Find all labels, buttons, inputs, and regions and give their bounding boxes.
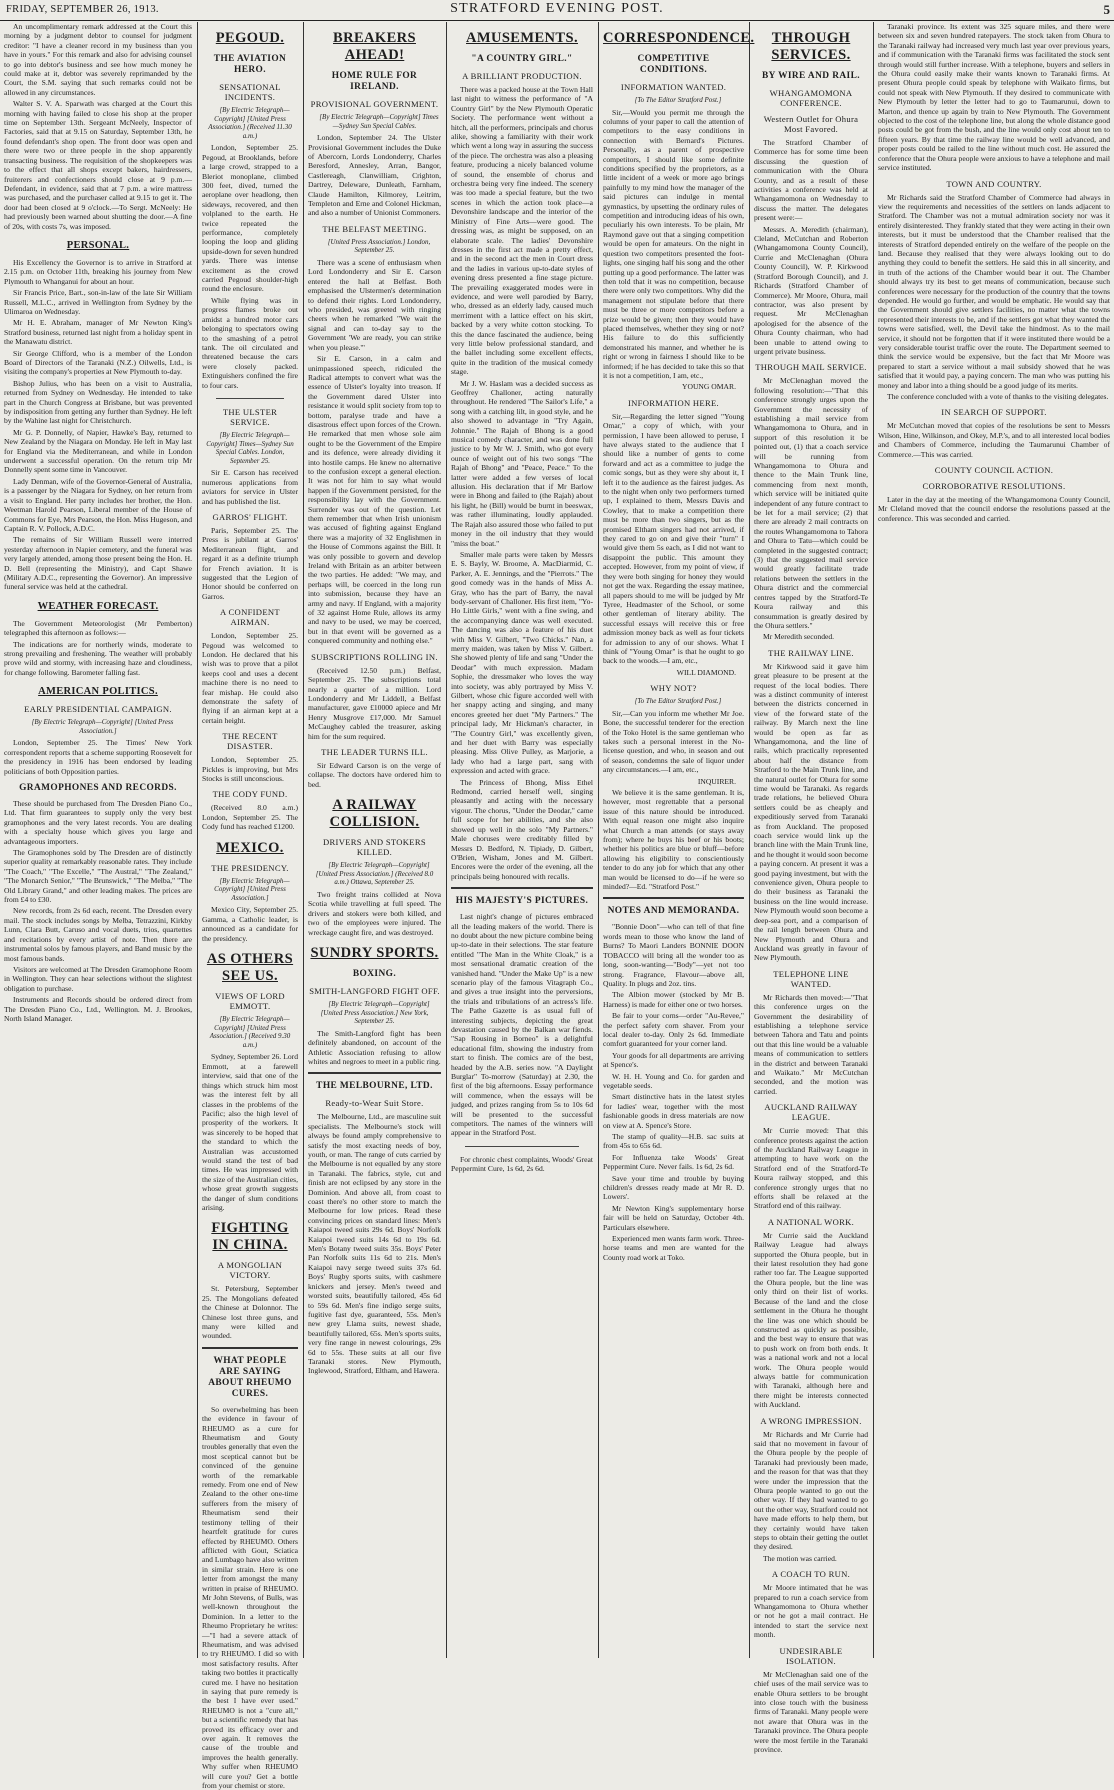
article-paragraph: Sir E. Carson has received numerous applications from aviators for service in Ulster and has published the list. (202, 468, 298, 506)
section-heading: PERSONAL. (66, 239, 130, 251)
article-paragraph: Mr Richards said the Stratford Chamber of Commerce had always in view the requirements and necessities of the settlers on lands adjacent to Stratford. The Chamber was not a mutual admiration society nor was it entirely disinterested. They frankly stated that they were acting in their own interests, but it must be understood that the Chamber realised that the interests of Stratford depended entirely on the welfare of the people on the land. Because they realised that they were always looking out to do anything they could to benefit the settlers. He said this in all sincerity, and in truth of the actions of the Chamber would bear it out. The Chamber should always try its best to get means of communication, because such conferences were necessary for the production of the country that the towns depended. He would go further, and would be emphatic. He would say that the Government should give settlers facilities, no matter what the towns represented their interests to be, and if the settlers got what they wanted the towns were satisfied, well, the Devil take the hindmost. As to the mail service, it should not be forgotten that if it were instituted there would be a very considerable tourist traffic over the route. The Department seemed to think the service would be expensive, but the fact that Mr Moore was prepared to start a service without a mail subsidy showed that he was satisfied that it would pay, a paying concern. The man who was putting his money and labor into a thing should be a good judge of its merits. (878, 192, 1110, 390)
article-subheading: NOTES AND MEMORANDA. (607, 906, 740, 917)
letter-signature: WILL DIAMOND. (676, 667, 736, 677)
article-paragraph: Mr J. W. Haslam was a decided success as Geoffrey Challoner, acting naturally throughout. He rendered "The Sailor's Life," a song with a catching lilt, in good style, and he also showed to advantage in "Try Again, Johnnie." The Rajah of Bhong is a good musical comedy character, and was done full justice to by Mr W. J. Smith, who got every ounce of weight out of his two songs "The Rajah of Bhong" and "Peace, Peace." To the latter were added a few verses of local allusion. His declaration that if Mr Barlow were in Bhong and failed to (the Rajah) about his light, he (Bill) would be burnt in beeswax, was rather illuminating, loudly applauded. The Rajah also assured those who failed to put money in the oil industry that they would "miss the boat." (451, 378, 593, 548)
article-subheading: GRAMOPHONES AND RECORDS. (19, 783, 177, 793)
newspaper-title: STRATFORD EVENING POST. (450, 1, 664, 16)
article-section-heading: CORROBORATIVE RESOLUTIONS. (922, 481, 1066, 492)
article-paragraph: Mexico City, September 25. Gamma, a Catholic leader, is announced as a candidate for the presidency. (202, 905, 298, 943)
article-divider (216, 398, 284, 399)
article-section-heading: A WRONG IMPRESSION. (760, 1415, 862, 1426)
article-paragraph: Sir George Clifford, who is a member of the London Board of Directors of the Taranaki (N.Z.) Oilwells, Ltd., is visiting the company's properties at New Plymouth to-day. (4, 348, 192, 377)
article-paragraph: An uncomplimentary remark addressed at the Court this morning by a judgment debtor to counsel for judgment creditor: "I have a cleaner record in my business than you have in yours." For this remark and also for advising counsel to go into debtor's business and see how much money he could make at it, debtor was severely reprimanded by the Court, the S.M. saying that such remarks could not be allowed in any circumstances. (4, 22, 192, 97)
article-paragraph: Mr Kirkwood said it gave him great pleasure to be present at the request of the local bodies. There was a distinct community of interest between the districts concerned in view of the forward state of the railway. By March next the line would be open as far as Whangamomona, and the line of rails, which practically represented about half the distance from Stratford to the Main Trunk line, and the natural outlet for Ohura for some time would be Taranaki. As regards trade relations, he believed Ohura settlers could be as cheaply and expeditiously served from Taranaki as from Auckland. The proposed coach service would link up the branch line with the Main Trunk line, and he thought it would soon become a paying concern. At present it was a good paying investment, but with the convenience given, Ohura people to do their business as Taranaki the business on the line would increase. New Plymouth would soon become a deep-sea port, and a comparison of the rail length between Ohura and New Plymouth and Ohura and Auckland was greatly in favour of New Plymouth. (754, 661, 868, 963)
article-paragraph: The Albion mower (stocked by Mr B. Harness) is made for either one or two horses. (603, 990, 744, 1009)
wire-credit: [By Electric Telegraph—Copyright] [United Press Association.] (Received 11.30 a.m.) (208, 106, 292, 140)
article-paragraph: Your goods for all departments are arriving at Spence's. (603, 1050, 744, 1070)
column-pegoud (198, 22, 302, 1790)
article-paragraph: Save your time and trouble by buying children's dresses ready made at Mr R. D. Lowers'. (603, 1173, 744, 1202)
article-section-heading: TOWN AND COUNTRY. (946, 178, 1042, 189)
article-paragraph: The Stratford Chamber of Commerce has for some time been discussing the question of communication with the Ohura County, and as a result of these activities a conference was held at Whangamomona on Wednesday to discuss the matter. The delegates present were:— (754, 138, 868, 223)
article-paragraph: We believe it is the same gentleman. It is, however, most regrettable that a personal issue of this nature should be introduced. With equal reason one might also inquire what Church a man attends (or stays away from); where he buys his beef or his boots; whether his politics are blue or bluff—before allowing his eligibility to conscientiously tender to do any job for which that any other man would be licensed to do—if he were so minded?—Ed. "Stratford Post." (603, 788, 744, 892)
article-section-heading: VIEWS OF LORD EMMOTT. (215, 991, 285, 1012)
article-paragraph: So overwhelming has been the evidence in favour of RHEUMO as a cure for Rheumatism and Gouty troubles generally that even the most sceptical cannot but be convinced of the genuine worth of the remarkable remedy. From one end of New Zealand to the other one-time sufferers from the misery of Rheumatism send their testimony telling of their heartfelt gratitude for cures effected by RHEUMO. Others afflicted with Gout, Sciatica and Lumbago have also written in similar strain. Here is one letter from amongst the many written in praise of RHEUMO. Mr John Stevens, of Bulls, was well-known throughout the Dominion. In a letter to the Rheumo Proprietary he writes:—"I had a severe attack of Rheumatism, and was advised to try RHEUMO. I did so with most satisfactory results. After taking two bottles it practically cured me. I have no hesitation in saying that pure remedy is the best I have ever used." RHEUMO is not a "cure all," but a scientific remedy that has proved its efficacy over and over again. It removes the cause of the trouble and improves the health generally. Why suffer when RHEUMO will cure you? Get a bottle from your chemist or store. (202, 1404, 298, 1790)
article-divider (465, 1146, 579, 1147)
article-paragraph: Mr Currie moved: That this conference protests against the action of the Auckland Railway League in attempting to have work on the Stratford end of the Stratford-Te Koura railway stopped, and this conference strongly urges that no efforts shall be relaxed at the Stratford end of this railway. (754, 1126, 868, 1211)
article-paragraph: Walter S. V. A. Sparwath was charged at the Court this morning with having failed to close his shop at the proper time on September 13th. Sergeant McNeely, Inspector of Factories, said that at 9.15 on Saturday, September 13th, he found defendant's shop open. The front door was open and there were two or three people in the shop apparently transacting business. The requisition of the shopkeepers was to the effect that all shops except bakers, hairdressers, fruiterers and confectioners should close at 9 p.m.—Defendant, in evidence, said that at 7 p.m. a wire mattress was purchased, and the purchaser called at 9.15 to get it. The door had been closed at 9 o'clock.—To Sergt. McNeely: He had previously been warned about shutting the door.—A fine of 20s, with costs 7s, was imposed. (4, 99, 192, 231)
article-paragraph: His Excellency the Governor is to arrive in Stratford at 2.15 p.m. on October 11th, breaking his journey from New Plymouth to Whanganui for about an hour. (4, 257, 192, 286)
article-section-heading: WHY NOT? (650, 683, 697, 694)
article-section-heading: A MONGOLIAN VICTORY. (217, 1260, 283, 1281)
article-subheading: COMPETITIVE CONDITIONS. (637, 54, 710, 75)
article-paragraph: "Bonnie Doon"—who can tell of that fine words mean to those who know the land of Burns? To Maori Landers BONNIE DOON TOBACCO will bring all the wonder too as long, soon-wanting—"Body"—yet not too strong. Fragrance, Flavour—above all, Quality. In plugs and 2oz. tins. (603, 922, 744, 988)
article-headline: AS OTHERS SEE US. (206, 951, 294, 985)
article-paragraph: Instruments and Records should be ordered direct from The Dresden Piano Co., Ltd., Wellington. M. J. Brookes, North Island Manager. (4, 995, 192, 1023)
article-paragraph: London, September 25. Pickles is improving, but Mrs Stocks is still unconscious. (202, 755, 298, 784)
article-section-heading: TELEPHONE LINE WANTED. (773, 968, 849, 989)
article-paragraph: Taranaki province. Its extent was 325 square miles, and there were between six and seven hundred ratepayers. The stock taken from Ohura to the Taranaki railway had increased very much last year over previous years, and if communication with the Taranaki firms was facilitated the stock sent through would still further increase. With a telephone, buyers and sellers in the Ohura could easily make their wants known to Taranaki firms. At present Ohura people could speak by telephone with Waikato firms, but could not speak with New Plymouth. If they desired to communicate with New Plymouth by letter the letter had to go to Taumarunui, down to Marton, and thence up again by train to New Plymouth. The Government objected to the cost of the telephone line, but along the whole distance good posts could be got from the bush, and the line would only cost about ten to fifteen years. By that time the railway line would be well advanced, and proper posts could be railed to the line without much cost. He assured the conference that the Ohura people were anxious to have a telephone and mail service instituted. (878, 22, 1110, 173)
article-paragraph: The Gramophones sold by The Dresden are of distinctly superior quality at remarkably reasonable rates. They include "The Coach," "The Excelle," "The Austral," "The Zealand," "The Monarch Senior," "The Brunswick," "The Melba," "The Old Library Grand," and other leading makes. The prices are from £4 to £30. (4, 848, 192, 905)
article-section-heading: INFORMATION WANTED. (620, 82, 727, 92)
article-section-heading: PROVISIONAL GOVERNMENT. (310, 99, 439, 109)
article-paragraph: New records, from 2s 6d each, recent. The Dresden every mail. The stock includes songs by Melba, Tetrazzini, Kirkby Lunn, Clara Butt, Caruso and vocal duets, trios, quartettes and recitations by every artist of note. Then there are instrumental solos by famous players, and Band music by the most famous bands. (4, 906, 192, 963)
article-section-heading: A COACH TO RUN. (771, 1569, 851, 1580)
article-paragraph: Messrs. A. Meredith (chairman), Cleland, McCutchan and Roberton (Whangamomona County Council), Currie and McClenaghan (Ohura County Council), W. P. Kirkwood (Stratford Borough Council), and J. Richards (Stratford Chamber of Commerce). Mr Moore, Ohura, mail contractor, was also present by request. Mr McClenaghan apologised for the absence of the Ohura County chairman, who had been unable to attend owing to urgent private business. (754, 224, 868, 356)
article-paragraph: Be fair to your corns—order "Au-Revee," the perfect safety corn shaver. From your local dealer to-day. Only 2s 6d. Immediate comfort guaranteed for your corner land. (603, 1011, 744, 1049)
article-section-heading: SENSATIONAL INCIDENTS. (219, 82, 281, 102)
article-section-heading: THE LEADER TURNS ILL. (321, 746, 428, 757)
article-headline: BREAKERS AHEAD! (333, 30, 416, 63)
article-paragraph: Mr Newton King's supplementary horse fair will be held on Saturday, October 4th. Particulars elsewhere. (603, 1203, 744, 1232)
article-section-heading: SUBSCRIPTIONS ROLLING IN. (311, 651, 438, 662)
letter-signature: INQUIRER. (697, 776, 736, 786)
article-paragraph: The Melbourne, Ltd., are masculine suit specialists. The Melbourne's stock will always be found amply comprehensive to satisfy the most exacting needs of boy, youth, or man. The range of cuts carried by the Melbourne is not equalled by any store in Taranaki. The fabrics, style, cut and finish are not eclipsed by any store in the Dominion. And above all, from coast to coast there's no other store to match the Melbourne for low prices. Read these convincing prices on standard lines: Men's Kaiapoi tweed suits 29s 6d. Boys' Norfolk Kaiapoi tweed suits 14s 6d to 19s 6d. Men's Botany tweed suits 35s. Boys' Peter Pan Norfolk suits 11s 6d to 21s. Men's Kaiapoi navy serge tweed suits 37s 6d. Boys' Rugby sports suits, with cashmere knickers and jersey. Men's tweed and worsted suits, beautifully tailored, 45s 6d to 59s 6d. Men's fine indigo serge suits, fugitive fast dye, guaranteed, 55s. Men's new grey Llama suits, newest shade, beautifully tailored, 65s. Men's sports suits, very fine range in newest colourings, 29s 6d to 55s. These suits at all our five Taranaki stores. New Plymouth, Inglewood, Stratford, Eltham, and Hawera. (308, 1112, 441, 1376)
article-section-heading: Ready-to-Wear Suit Store. (325, 1098, 424, 1109)
article-paragraph: The Government Meteorologist (Mr Pemberton) telegraphed this afternoon as follows:— (4, 618, 192, 638)
article-paragraph: Lady Denman, wife of the Governor-General of Australia, is a passenger by the Niagara for Sydney, on her return from a visit to England. Her party includes her brother, the Hon. Weetman Harold Pearson, Liberal member of the House of Commons for Eye, Mrs Pearson, the Hon. Miss Hugeson, and Captain R. V. Pollock, A.D.C. (4, 476, 192, 533)
article-paragraph: Bishop Julius, who has been on a visit to Australia, returned from Sydney on Wednesday. He intended to take part in the Church Congress at Brisbane, but was prevented by indisposition from getting any further than Sydney. He left by the Wahine last night for Christchurch. (4, 378, 192, 426)
article-subheading: THE MELBOURNE, LTD. (316, 1081, 433, 1092)
article-paragraph: (Received 8.0 a.m.) London, September 25. The Cody fund has reached £1200. (202, 803, 298, 832)
wire-credit: [To The Editor Stratford Post.] (634, 96, 722, 104)
page-number: 5 (1103, 2, 1110, 17)
article-subheading: THE AVIATION HERO. (213, 54, 287, 75)
article-headline: CORRESPONDENCE. (603, 30, 755, 46)
article-section-heading: THE RECENT DISASTER. (222, 731, 278, 752)
article-divider (451, 887, 593, 889)
article-paragraph: London, September 24. The Ulster Provisional Government includes the Duke of Abercorn, Lords Londonderry, Charles Beresford, Annesley, Arran, Bangor, Castlereagh, Clanwilliam, Crighton, Dartrey, Deleware, Dunleath, Farnham, Claude Hamilton, Kilmorey, Leitrim, Templeton and Erne and Colonel Hickman, and also a number of Unionist Commoners. (308, 133, 441, 218)
article-paragraph: Smart distinctive hats in the latest styles for ladies' wear, together with the most fashionable goods in dress materials are now on view at A. Spence's Store. (603, 1092, 744, 1130)
wire-credit: [By Electric Telegraph—Copyright] Times—Sydney Sun Special Cables. London, September 25. (206, 430, 294, 465)
article-section-heading: A BRILLIANT PRODUCTION. (462, 71, 582, 81)
article-subheading: BY WIRE AND RAIL. (762, 71, 860, 81)
article-paragraph: London, September 25. The Times' New York correspondent reports that a scheme supporting Roosevelt for the presidency in 1916 has been endorsed by leading politicians of both Opposition parties. (4, 738, 192, 776)
article-subheading: HOME RULE FOR IRELAND. (331, 71, 418, 92)
article-paragraph: Mr H. E. Abraham, manager of Mr Newton King's Stratford business, returned last night from a holiday spent in the Manawatu district. (4, 318, 192, 347)
article-paragraph: Sir,—Regarding the letter signed "Young Omar," a copy of which, with your permission, I have been allowed to peruse, I have always stated to the audience that I should like a number of gents to come forward and act as a committee to judge the comic songs, but as they were shy about it, I left it to the audience as the fairest judges. As to the night when only two performers turned up, I explained to them, Messrs Davis and Cowley, that to make a competition there must be more than two singers, but as the promised Eltham singers had not arrived, if they cared to go on and give their "turn" I would give them 5s each, as I did not want to disappoint the public. This amount they accepted. However, from my point of view, if they were both singing for honey they would not get the wax. Regarding the essay matinee, all papers should to me will be judged by Mr Tyree, Headmaster of the School, or some other gentleman of literary ability. The successful essays will receive this or free admission money back as well as four tickets for admission to any of our shows. What I think of "Young Omar" is that he ought to go back to the woods.—I am, etc., (603, 411, 744, 666)
wire-credit: [To The Editor Stratford Post.] (634, 697, 722, 706)
column-town-and-country (874, 22, 1114, 1658)
wire-credit: [United Press Association.] London, September 25. (327, 237, 431, 255)
article-paragraph: The Princess of Bhong, Miss Ethel Redmond, carried herself well, singing pleasantly and acting with the necessary vigour. The chorus, "Under the Deodar," came full scope for her abilities, and she also showed up well in the solo "My Partners." Male choruses were creditably filled by Messrs D. Bedford, N. Tipiady, D. Gilbert, O'Brien, Wisham, Jones and M. Gilbert. Encores were the order of the evening, all the principals being honoured with recalls. (451, 777, 593, 881)
letter-signature: YOUNG OMAR. (681, 382, 736, 392)
wire-credit: [By Electric Telegraph—Copyright] [United Press Association.] (Received 9.30 a.m.) (209, 1015, 291, 1049)
article-paragraph: Sir Edward Carson is on the verge of collapse. The doctors have ordered him to bed. (308, 760, 441, 789)
wire-credit: [By Electric Telegraph—Copyright] [United Press Association.] (Received 8.0 a.m.) Ottawa, September 25. (315, 861, 434, 887)
article-headline: A RAILWAY COLLISION. (329, 797, 420, 831)
article-section-heading: THE PRESIDENCY. (211, 862, 289, 873)
article-divider (603, 897, 744, 899)
article-paragraph: Mr Moore intimated that he was prepared to run a coach service from Whangamomona to Ohura whether or not he got a mail contract. He intended to start the service next month. (754, 1583, 868, 1640)
article-paragraph: Mr Richards and Mr Currie had said that no movement in favour of the Ohura people by the people of Taranaki had previously been made, and the reason for that was that they were under the impression that the Ohura people wanted to go out the other way. If they had wanted to go out the other way, Stratford could not have made efforts to help them, but they certainly would have taken steps to obtain their getting the outlet they desired. (754, 1429, 868, 1552)
article-paragraph: Visitors are welcomed at The Dresden Gramophone Room in Wellington. They can hear selections without the slightest obligation to purchase. (4, 964, 192, 993)
article-section-heading: COUNTY COUNCIL ACTION. (934, 465, 1054, 476)
wire-credit: [By Electric Telegraph—Copyright] [United Press Association.] (31, 718, 174, 735)
article-paragraph: For chronic chest complaints, Woods' Great Peppermint Cure, 1s 6d, 2s 6d. (451, 1154, 593, 1174)
article-paragraph: For Influenza take Woods' Great Peppermint Cure. Never fails. 1s 6d, 2s 6d. (603, 1152, 744, 1172)
article-paragraph: The stamp of quality—H.B. sac suits at from 45s to 65s 6d. (603, 1132, 744, 1151)
article-section-heading: THE BELFAST MEETING. (322, 223, 427, 234)
article-section-heading: IN SEARCH OF SUPPORT. (941, 407, 1047, 418)
article-paragraph: The Smith-Langford fight has been definitely abandoned, on account of the Athletic Association refusing to allow whites and negroes to meet in a public ring. (308, 1028, 441, 1066)
article-headline: THROUGH SERVICES. (771, 30, 851, 63)
article-headline: MEXICO. (216, 839, 284, 856)
column-correspondence (599, 22, 755, 1658)
article-paragraph: Sir Francis Price, Bart., son-in-law of the late Sir William Russell, M.L.C., arrived in Wellington from Sydney by the Ulimaroa on Wednesday. (4, 288, 192, 316)
article-section-heading: THROUGH MAIL SERVICE. (755, 362, 867, 373)
article-paragraph: While flying was in progress flames broke out amidst a hundred motor cars belonging to spectators owing to the smashing of a petrol tank. The oil circulated and threatened because the cars were closely packed. Extinguishers confined the fire to four cars. (202, 295, 298, 390)
article-section-heading: Western Outlet for Ohura Most Favored. (763, 114, 859, 134)
article-paragraph: Two freight trains collided at Nova Scotia while travelling at full speed. The drivers and stokers were both killed, and two of the employees were injured. The wreckage caught fire, and was destroyed. (308, 889, 441, 937)
wire-credit: [By Electric Telegraph—Copyright] [United Press Association.] (214, 876, 290, 902)
article-section-heading: EARLY PRESIDENTIAL CAMPAIGN. (24, 704, 172, 715)
column-amusements (447, 22, 597, 1658)
article-section-heading: A CONFIDENT AIRMAN. (220, 607, 280, 628)
article-subheading: WHAT PEOPLE ARE SAYING ABOUT RHEUMO CURES. (208, 1355, 292, 1399)
article-paragraph: London, September 25. Pegoud, at Brooklands, before a large crowd, strapped to a Bleriot monoplane, climbed 300 feet, dived, turned the aeroplane over headlong, then sideways, recovered, and then volplaned to the earth. He twice repeated the performance, completely looping the loop and gliding upside-down for seven hundred yards. There was intense excitement as the crowd carried Pegoud shoulder-high round the enclosure. (202, 143, 298, 294)
article-paragraph: Experienced men wants farm work. Three-horse teams and men are wanted for the County road work at Toko. (603, 1234, 744, 1262)
article-divider (202, 1347, 298, 1349)
article-section-heading: GARROS' FLIGHT. (212, 511, 288, 522)
article-section-heading: SMITH-LANGFORD FIGHT OFF. (309, 985, 440, 996)
article-paragraph: Mr McClenaghan moved the following resolution:—"That this conference strongly urges upon the Government the necessity of establishing a mail service from Whangamomona to Ohura, and in support of this resolution it be pointed out, (1) that a coach service will be running from Whangamomona to Ohura and thence to the Main Trunk line, commencing from next month, which service will be initiated quite independent of any future contract to be let for a mail service; (2) that there are already 2 mail contracts on the routes Whangamomona to Tahora and Ohura to Tatu—which could be completed in the suggested contract; (3) that the suggested mail service would greatly facilitate trade relations between the settlers in the Ohura district and the commercial centres tapped by the Stratford-Te Koura railway and this consummation is greatly desired by the Ohura settlers." (754, 376, 868, 630)
article-paragraph: The conference concluded with a vote of thanks to the visiting delegates. (887, 392, 1109, 402)
article-paragraph: The remains of Sir William Russell were interred yesterday afternoon in Napier cemetery, and the funeral was very largely attended, among those present being the Hon. H. D. Bell (representing the Ministry), and Capt Shawe (Military A.D.C., representing the Governor). An impressive funeral service was held at the cathedral. (4, 535, 192, 592)
column-local-news (0, 22, 196, 1658)
wire-credit: [By Electric Telegraph—Copyright] Times—Sydney Sun Special Cables. (319, 113, 439, 130)
article-headline: PEGOUD. (215, 30, 285, 46)
wire-credit: [By Electric Telegraph—Copyright] [United Press Association.] New York, September 25. (320, 999, 430, 1026)
article-paragraph: Smaller male parts were taken by Messrs E. S. Bayly, W. Broome, A. MacDiarmid, C. Parker, A. E. Jennings, and the "Pierrots." The good comedy was in the hands of Miss A. Gray, who has the part of Barry, the naval body-servant of Challoner. His first item, "Yo-Ho Little Girls," went with a fine swing, and the accompanying dance was well executed. The dancing was also a feature of his duet with Miss V. Gilbert, "Two Chicks." Nan, a merry maiden, was taken by Miss V. Gilbert. She showed plenty of life and sang "Under the Deodar" with much expression. Madam Sophie, the dressmaker who loves the way into society, was ably portrayed by Miss V. Gilbert, whose chic figure accorded well with her snappy acting and singing, and many encores greeted her duet "My Partners." The principal lady, Mr Hickman's character, in "The Country Girl," was excellently given, and her duet with Barry was especially pleasing. Miss Olive Pulley, as Marjorie, a lady who had a large part, sang with expression and acted with grace. (451, 549, 593, 776)
article-paragraph: There was a packed house at the Town Hall last night to witness the performance of "A Country Girl" by the New Plymouth Operatic Society. The performance went without a hitch, all the performers, principals and chorus alike, showing a familiarity with their work which went a long way in assuring the success of the piece. The orchestra was also a pleasing feature, producing a nicely balanced volume of sound, the ensemble of chorus and orchestra being very fine indeed. The scenery was too made a special feature, but the two scenes in which the action took place—a Devonshire landscape and the interior of the Ministry of Fine Arts—were good. The dressing was, as might be supposed, on an elaborate scale. The ladies' Devonshire dresses in the first act made a pretty effect, and in the second act the men in Court dress and the ladies in various up-to-date styles of evening dress presented a fine stage picture. The prevailing exaggerated modes were in evidence, and were well parodied by Barry, who, dressed as an elderly lady, caused much merriment with a lattice effect on his skirt, backed by a very white cotton stocking. To this the dance fascinated the audience, being very little below professional standard, and the ballet including some excellent effects, quite in the tradition of the musical comedy stage. (451, 85, 593, 377)
section-heading: WEATHER FORECAST. (37, 600, 159, 612)
article-subheading: BOXING. (352, 968, 397, 979)
column-through-services (750, 22, 872, 1754)
article-paragraph: There was a scene of enthusiasm when Lord Londonderry and Sir E. Carson entered the hall at Belfast. Both emphasised the Ulstermen's determination to defend their rights. Lord Londonderry, who presided, was greeted with ringing cheers when he remarked "We wait the signal and can to-day say to the Government 'We are ready, you can strike when you please.'" (308, 258, 441, 352)
article-section-heading: UNDESIRABLE ISOLATION. (779, 1645, 843, 1666)
article-paragraph: Sydney, September 26. Lord Emmott, at a farewell interview, said that one of the things which struck him most was the interest felt by all classes in the problems of the Pacific; also the high level of prosperity of the workers. It was sincerely to be hoped that the standard to which the Australian was accustomed would stand the test of bad times. He was impressed with the size of the Australian cities, whose great growth suggests the danger of slum conditions arising. (202, 1052, 298, 1212)
article-headline: AMUSEMENTS. (466, 30, 578, 46)
article-paragraph: London, September 25. Pegoud was welcomed to London. He declared that his wish was to prove that a pilot keeps cool and uses a decent machine there is no need to fear mishap. He could also demonstrate the safety of flying if an airman kept at a certain height. (202, 631, 298, 725)
article-headline: FIGHTING IN CHINA. (211, 1220, 289, 1254)
article-section-heading: INFORMATION HERE. (627, 397, 720, 408)
article-section-heading: DRIVERS AND STOKERS KILLED. (323, 837, 426, 858)
masthead (0, 0, 1114, 21)
article-paragraph: The motion was carried. (763, 1553, 837, 1563)
article-paragraph: (Received 12.50 p.m.) Belfast, September 25. The subscriptions total nearly a quarter of a million. Lord Londonderry and Mr Liddell, a Belfast manufacturer, gave £10000 apiece and Mr Henry Musgrove £17,000. Mr Samuel McCaughey cabled the treasurer, asking him for the sum required. (308, 665, 441, 741)
article-paragraph: Sir,—Would you permit me through the columns of your paper to call the attention of competitors to the easy conditions in connection with Bernard's Pictures. Personally, as a parent of prospective competitors, I should like some definite conditions specified by the proprietors, as a little incident of a week or more ago brings painfully to my mind how the manager of the said pictures can indulge in mental gymnastics, by upsetting the ordinary rules of competition and introducing ideas of his own, peculiarly his own interests. To be plain, Mr Raymond gave out that a singing competition would be open for amateurs. On the night in question two competitors presented the foot-lights, one singing half his song and the other putting up a good performance. The latter was then told that it was no competition, because there were only two competitors. Why did the management not stipulate before that there must be three or more competitors before a prize would be given; then they would have placed themselves, whether they sing or not? His failure to do this sufficiently demonstrated his manner, and whether he is right or wrong in fairness I should like to be informed; if he has decided to take this so that it is not a competition, I am, etc., (603, 107, 744, 380)
article-paragraph: St. Petersburg, September 25. The Mongolians defeated the Chinese at Dolonnor. The Chinese lost three guns, and many were killed and wounded. (202, 1284, 298, 1341)
section-heading: AMERICAN POLITICS. (38, 686, 158, 698)
article-section-heading: A NATIONAL WORK. (767, 1216, 855, 1227)
article-paragraph: Mr G. P. Donnelly, of Napier, Hawke's Bay, returned to New Zealand by the Niagara on Monday. He left in May last for England via the Mediterranean, and while in London underwent a successful operation. On the return trip Mr Donnelly spent some time in Vancouver. (4, 427, 192, 475)
article-paragraph: Mr Meredith seconded. (763, 632, 835, 642)
article-paragraph: Later in the day at the meeting of the Whangamomona County Council, Mr Cleland moved that the council endorse the resolutions passed at the conference. This was seconded and carried. (878, 495, 1110, 523)
column-breakers-ahead (304, 22, 445, 1658)
article-section-heading: THE CODY FUND. (212, 789, 288, 800)
article-paragraph: These should be purchased from The Dresden Piano Co., Ltd. That firm guarantees to supply only the very best gramophones and the very latest records. You are dealing with a specialty house which gives you large and advantageous importers. (4, 799, 192, 846)
article-paragraph: Sir,—Can you inform me whether Mr Joe. Bone, the successful tenderer for the erection of the Toko Hotel is the same gentleman who takes such a personal interest in the No-license question, and who, in season and out of season, condemns the sale of liquor under any circumstances.—I am, etc., (603, 708, 744, 775)
article-section-heading: AUCKLAND RAILWAY LEAGUE. (764, 1102, 858, 1123)
article-paragraph: The indications are for northerly winds, moderate to strong prevailing and freshening. The weather will probably prove wild and stormy, with increasing haze and cloudiness, for change following. Barometer falling fast. (4, 639, 192, 677)
article-paragraph: Paris, September 25. The Press is jubilant at Garros' Mediterranean flight, and regard it as a definite triumph for French aviation. It is suggested that the Legion of Honor should be conferred on Garros. (202, 525, 298, 601)
article-paragraph: Sir E. Carson, in a calm and unimpassioned speech, ridiculed the Radical attempts to convert what was the essence of Ulster's loyalty into treason. If the Government dared Ulster into resistance it would split society from top to bottom, paralyse trade and have a disastrous effect upon forces of the Crown. He remarked that men whose sole aim ought to be the Government of the Empire and its defence, were already dividing it into hostile camps. He knew no alternative to the confusion except a general election. It was not for him to say what would happen if the Government persisted, for the responsibility lay with the Government. Surrender was out of the question. Let them remember that when Irish unionism was accused of fighting against England there was a majority of 32 Englishmen in the House of Commons against the Bill. It was only possible to govern and develop Ireland with Britain as an arbiter between the two parties. He added: "We may, and perhaps will, be coerced in the long run into submission, because they have an army and navy. If England, with a majority of 32 against Home Rule, allows its army and navy to be used, we may be coerced, but in that event will be governed as a conquered community and nothing else." (308, 354, 441, 646)
article-paragraph: Mr McClenaghan said one of the chief uses of the mail service was to enable Ohura settlers to be brought into close touch with the business firms of Taranaki. Many people were not aware that Ohura was in the Taranaki province. The Ohura people were the most fertile in the Taranaki province. (754, 1669, 868, 1754)
article-paragraph: W. H. H. Young and Co. for garden and vegetable seeds. (603, 1071, 744, 1090)
article-paragraph: Last night's change of pictures embraced all the leading makers of the world. There is no doubt about the new picture combine being up-to-date in their selections. The star feature entitled "The Man in the White Cloak," is a most sensational dramatic creation of the vanished hand. "Under the Make Up" is a new scenario play of the famous Vitagraph Co., and gives a true insight into the perversions, the trials and tribulations of an actress's life. The Pathe Gazette is as usual full of interesting subjects, depicting the great devastation caused by the Balkan war fiends. "Sap Rousing in Borneo" is a delightful educational film, showing the industry from start to finish. The comics are of the best, headed by the A.B. series now. "A Daylight Burglar" To-morrow (Saturday) at 2.30, the first of the big afternoons. Essay performance will commence, when the essays will be judged, and prizes ranging from 5s to 10s 6d will be presented to the successful competitors. The names of the winners will appear in the Stratford Post. (451, 912, 593, 1138)
article-paragraph: Mr McCutchan moved that copies of the resolutions be sent to Messrs Wilson, Hine, Wilkinson, and Okey, M.P.'s, and to all interested local bodies and Chambers of Commerce, including the Taumarunui Chamber of Commerce.—This was carried. (878, 421, 1110, 459)
article-section-heading: WHANGAMOMONA CONFERENCE. (769, 88, 853, 108)
issue-date: FRIDAY, SEPTEMBER 26, 1913. (6, 4, 159, 15)
article-divider (308, 1072, 441, 1074)
article-headline: SUNDRY SPORTS. (310, 944, 439, 961)
article-subheading: "A COUNTRY GIRL." (471, 54, 573, 64)
article-subheading: HIS MAJESTY'S PICTURES. (455, 896, 589, 907)
article-section-heading: THE RAILWAY LINE. (768, 647, 854, 658)
article-section-heading: THE ULSTER SERVICE. (222, 406, 278, 427)
article-paragraph: Mr Richards then moved:—"That this conference urges on the Government the desirability of establishing a telephone service between Tahora and Tatu and points out that this line would be a valuable means of communication to settlers in the district and between Taranaki and Waikato." Mr McCutchan seconded, and the motion was carried. (754, 992, 868, 1096)
article-paragraph: Mr Currie said the Auckland Railway League had always supported the Ohura people, but in their latest resolution they had gone rather too far. The League supported the Ohura people, but the line was only third on their list of works. Because of the land and the close settlement in the Ohura he thought the line was one which should be constructed as quickly as possible, and the best way to ensure that was to push work on from both ends. It was a national work and not a local work. The Ohura people would always battle for communication with Taranaki, although here and there might be interests connected with Auckland. (754, 1230, 868, 1410)
